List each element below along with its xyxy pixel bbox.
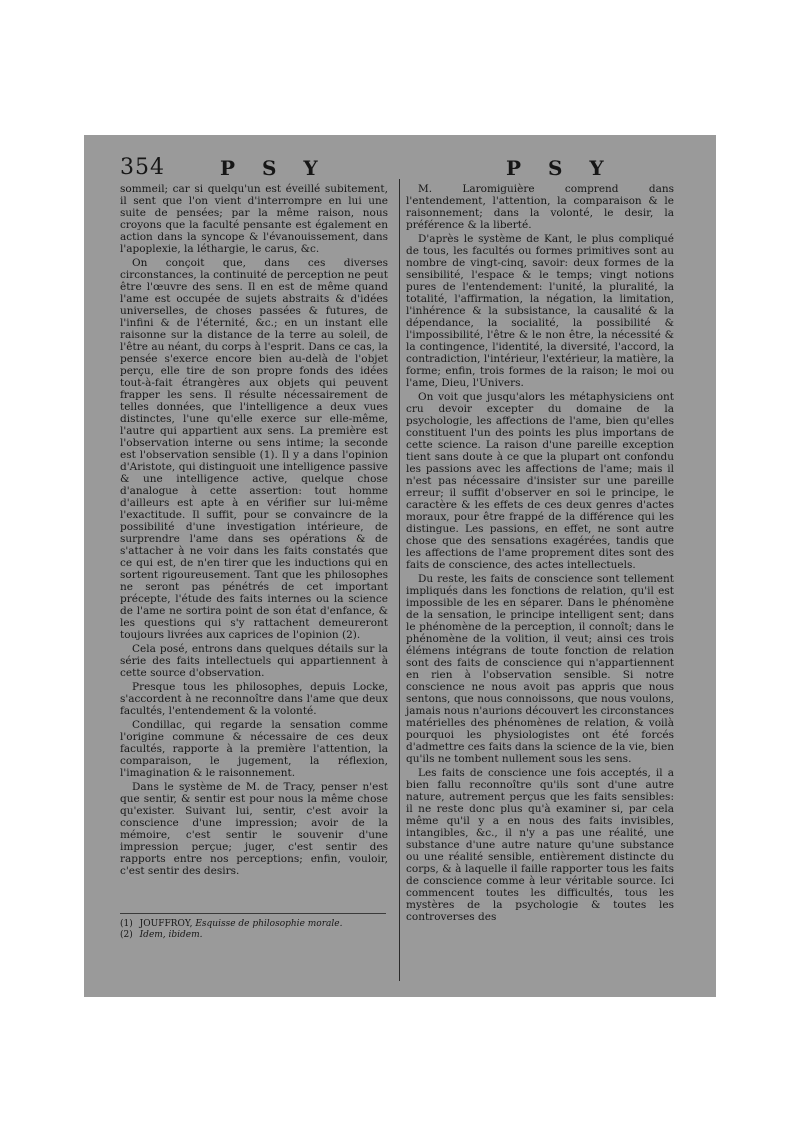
footnote-author: JOUFFROY,: [139, 919, 193, 929]
paragraph: Presque tous les philosophes, depuis Locke, s'accordent à ne reconnoître dans l'ame que deux facultés, l'entendement & la volonté.: [120, 681, 388, 717]
running-head-right: P S Y: [506, 156, 614, 180]
footnotes: [120, 919, 388, 941]
column-divider: [399, 179, 400, 981]
footnote-number: (1): [120, 919, 133, 929]
footnote-rule: [120, 913, 386, 914]
right-column: [406, 183, 674, 925]
paragraph: Du reste, les faits de conscience sont tellement impliqués dans les fonctions de relation, qu'il est impossible de les en séparer. Dans le phénomène de la sensation, le principe intelligent sent; dans le phénomène de la perception, il connoît; dans le phénomène de la volition, il veut; ainsi ces trois élémens intégrans de toute fonction de relation sont des faits de conscience qui n'appartiennent en rien à l'observation sensible. Si notre conscience ne nous avoit pas appris que nous sentons, que nous connoissons, que nous voulons, jamais nous n'aurions découvert les circonstances matérielles des phénomènes de relation, & voilà pourquoi les physiologistes ont été forcés d'admettre ces faits dans la science de la vie, bien qu'ils ne tombent nullement sous les sens.: [406, 573, 674, 765]
page-number: 354: [120, 155, 165, 180]
paragraph: On conçoit que, dans ces diverses circonstances, la continuité de perception ne peut être l'œuvre des sens. Il en est de même quand l'ame est occupée de sujets abstraits & d'idées universelles, de choses passées & futures, de l'infini & de l'éternité, &c.; en un instant elle raisonne sur la distance de la terre au soleil, de l'être au néant, du corps à l'esprit. Dans ce cas, la pensée s'exerce encore bien au-delà de l'objet perçu, elle tire de son propre fonds des idées tout-à-fait étrangères aux objets qui peuvent frapper les sens. Il résulte nécessairement de telles données, que l'intelligence a deux vues distinctes, l'une qu'elle exerce sur elle-même, l'autre qui appartient aux sens. La première est l'observation interne ou sens intime; la seconde est l'observation sensible (1). Il y a dans l'opinion d'Aristote, qui distinguoit une intelligence passive & une intelligence active, quelque chose d'analogue à cette assertion: tout homme d'ailleurs est apte à en vérifier sur lui-même l'exactitude. Il suffit, pour se convaincre de la possibilité d'une investigation intérieure, de surprendre l'ame dans ses opérations & de s'attacher à ne voir dans les faits constatés que ce qui est, de n'en tirer que les inductions qui en sortent rigoureusement. Tant que les philosophes ne seront pas pénétrés de cet important précepte, l'étude des faits internes ou la science de l'ame ne sortira point de son état d'enfance, & les questions qui s'y rattachent demeureront toujours livrées aux caprices de l'opinion (2).: [120, 257, 388, 641]
footnote-source: Idem, ibidem.: [139, 930, 203, 940]
running-head-left: P S Y: [220, 156, 328, 180]
paragraph: Cela posé, entrons dans quelques détails sur la série des faits intellectuels qui appartiennent à cette source d'observation.: [120, 643, 388, 679]
footnote: [120, 919, 388, 930]
paragraph: M. Laromiguière comprend dans l'entendement, l'attention, la comparaison & le raisonnement; dans la volonté, le desir, la préférence & la liberté.: [406, 183, 674, 231]
left-column: [120, 183, 388, 879]
paragraph: D'après le système de Kant, le plus compliqué de tous, les facultés ou formes primitives sont au nombre de vingt-cinq, savoir: deux formes de la sensibilité, l'espace & le temps; vingt notions pures de l'entendement: l'unité, la pluralité, la totalité, l'affirmation, la négation, la limitation, l'inhérence & la subsistance, la causalité & la dépendance, la socialité, la possibilité & l'impossibilité, l'être & le non être, la nécessité & la contingence, l'identité, la diversité, l'accord, la contradiction, l'intérieur, l'extérieur, la matière, la forme; enfin, trois formes de la raison; le moi ou l'ame, Dieu, l'Univers.: [406, 233, 674, 389]
footnote: [120, 930, 388, 941]
paragraph: Condillac, qui regarde la sensation comme l'origine commune & nécessaire de ces deux facultés, rapporte à la première l'attention, la comparaison, le jugement, la réflexion, l'imagination & le raisonnement.: [120, 719, 388, 779]
paragraph: On voit que jusqu'alors les métaphysiciens ont cru devoir excepter du domaine de la psychologie, les affections de l'ame, bien qu'elles constituent l'un des points les plus importans de cette science. La raison d'une pareille exception tient sans doute à ce que la plupart ont confondu les passions avec les affections de l'ame; mais il n'est pas nécessaire d'insister sur une pareille erreur; il suffit d'observer en soi le principe, le caractère & les effets de ces deux genres d'actes moraux, pour être frappé de la différence qui les distingue. Les passions, en effet, ne sont autre chose que des sensations exagérées, tandis que les affections de l'ame proprement dites sont des faits de conscience, des actes intellectuels.: [406, 391, 674, 571]
paragraph: sommeil; car si quelqu'un est éveillé subitement, il sent que l'on vient d'interrompre en lui une suite de pensées; par la même raison, nous croyons que la faculté pensante est également en action dans la syncope & l'évanouissement, dans l'apoplexie, la léthargie, le carus, &c.: [120, 183, 388, 255]
scanned-page: [84, 135, 716, 997]
footnote-number: (2): [120, 930, 133, 940]
page-header: [84, 155, 716, 179]
paragraph: Dans le système de M. de Tracy, penser n'est que sentir, & sentir est pour nous la même chose qu'exister. Suivant lui, sentir, c'est avoir la conscience d'une impression; avoir de la mémoire, c'est sentir le souvenir d'une impression perçue; juger, c'est sentir des rapports entre nos perceptions; enfin, vouloir, c'est sentir des desirs.: [120, 781, 388, 877]
paragraph: Les faits de conscience une fois acceptés, il a bien fallu reconnoître qu'ils sont d'une autre nature, autrement perçus que les faits sensibles: il ne reste donc plus qu'à examiner si, par cela même qu'il y a en nous des faits invisibles, intangibles, &c., il n'y a pas une réalité, une substance d'une autre nature qu'une substance ou une réalité sensible, entièrement distincte du corps, & à laquelle il faille rapporter tous les faits de conscience comme à leur véritable source. Ici commencent toutes les difficultés, tous les mystères de la psychologie & toutes les controverses des: [406, 767, 674, 923]
footnote-source: Esquisse de philosophie morale.: [195, 919, 343, 929]
